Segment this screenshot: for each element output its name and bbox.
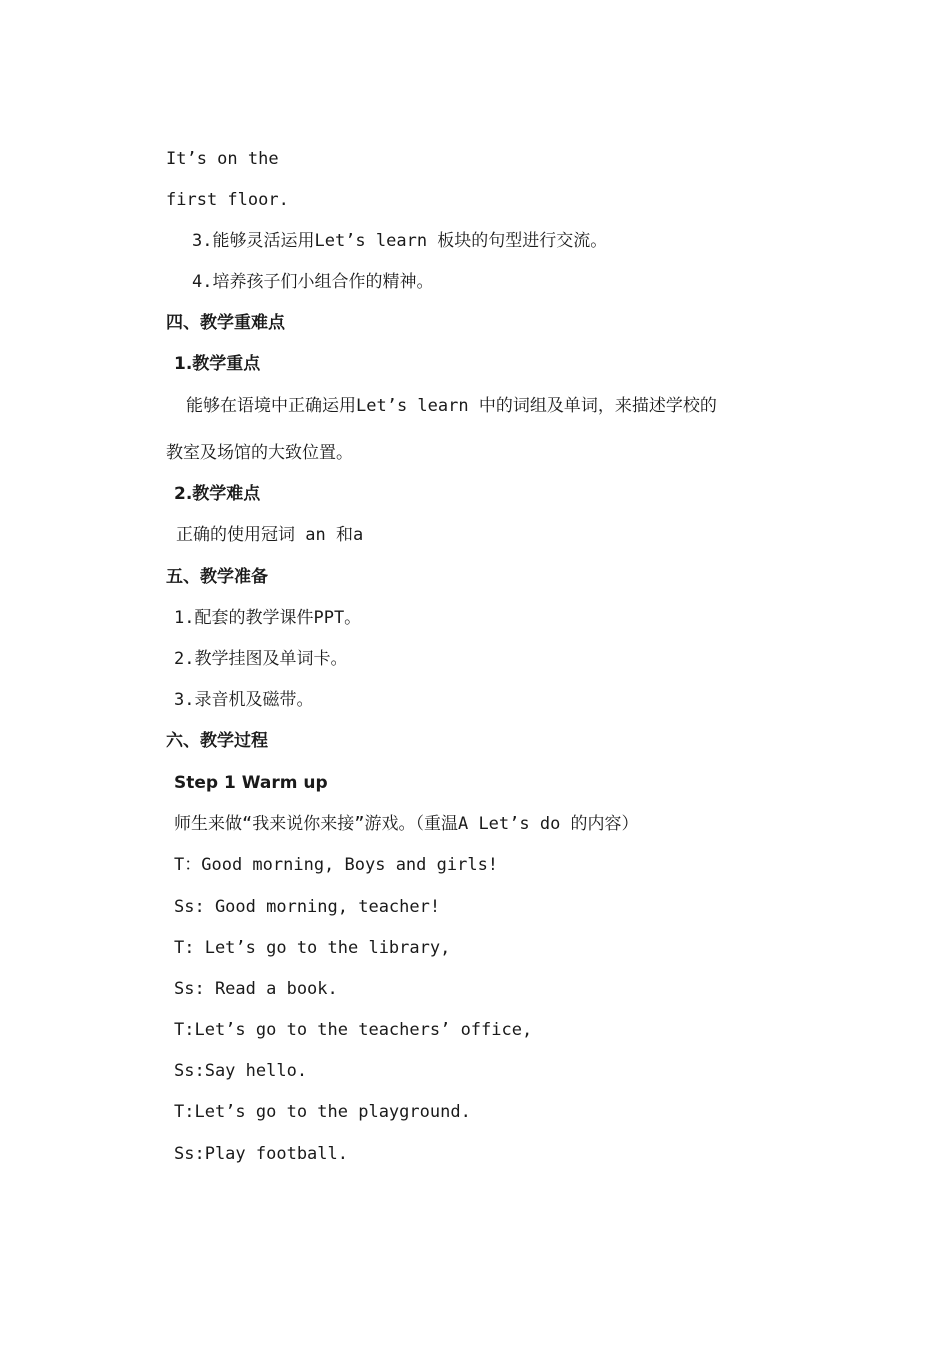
paragraph-difficulty: 正确的使用冠词 an 和a [176, 525, 364, 545]
objective-4: 4.培养孩子们小组合作的精神。 [192, 272, 434, 292]
dialogue-line: Ss:Play football. [174, 1144, 348, 1164]
text-line: first floor. [166, 190, 289, 210]
dialogue-line: T: Let’s go to the library, [174, 938, 451, 958]
dialogue-line: T：Good morning, Boys and girls! [174, 855, 499, 875]
dialogue-line: T:Let’s go to the playground. [174, 1102, 471, 1122]
step-heading: Step 1 Warm up [174, 773, 328, 793]
objective-3: 3.能够灵活运用Let’s learn 板块的句型进行交流。 [192, 231, 608, 251]
subheading-difficulty: 2.教学难点 [174, 484, 261, 504]
prep-item-3: 3.录音机及磁带。 [174, 690, 314, 710]
step-description: 师生来做“我来说你来接”游戏。（重温A Let’s do 的内容） [174, 814, 639, 834]
paragraph-focus: 能够在语境中正确运用Let’s learn 中的词组及单词，来描述学校的 [186, 396, 717, 416]
prep-item-2: 2.教学挂图及单词卡。 [174, 649, 348, 669]
subheading-focus: 1.教学重点 [174, 354, 261, 374]
section-heading-preparation: 五、教学准备 [166, 567, 268, 587]
dialogue-line: Ss:Say hello. [174, 1061, 308, 1081]
dialogue-line: Ss: Read a book. [174, 979, 338, 999]
section-heading-key-points: 四、教学重难点 [166, 313, 285, 333]
dialogue-line: T:Let’s go to the teachers’ office, [174, 1020, 533, 1040]
text-line: It’s on the [166, 149, 279, 169]
paragraph-focus-cont: 教室及场馆的大致位置。 [166, 443, 353, 463]
dialogue-line: Ss: Good morning, teacher! [174, 897, 441, 917]
prep-item-1: 1.配套的教学课件PPT。 [174, 608, 362, 628]
section-heading-process: 六、教学过程 [166, 731, 268, 751]
